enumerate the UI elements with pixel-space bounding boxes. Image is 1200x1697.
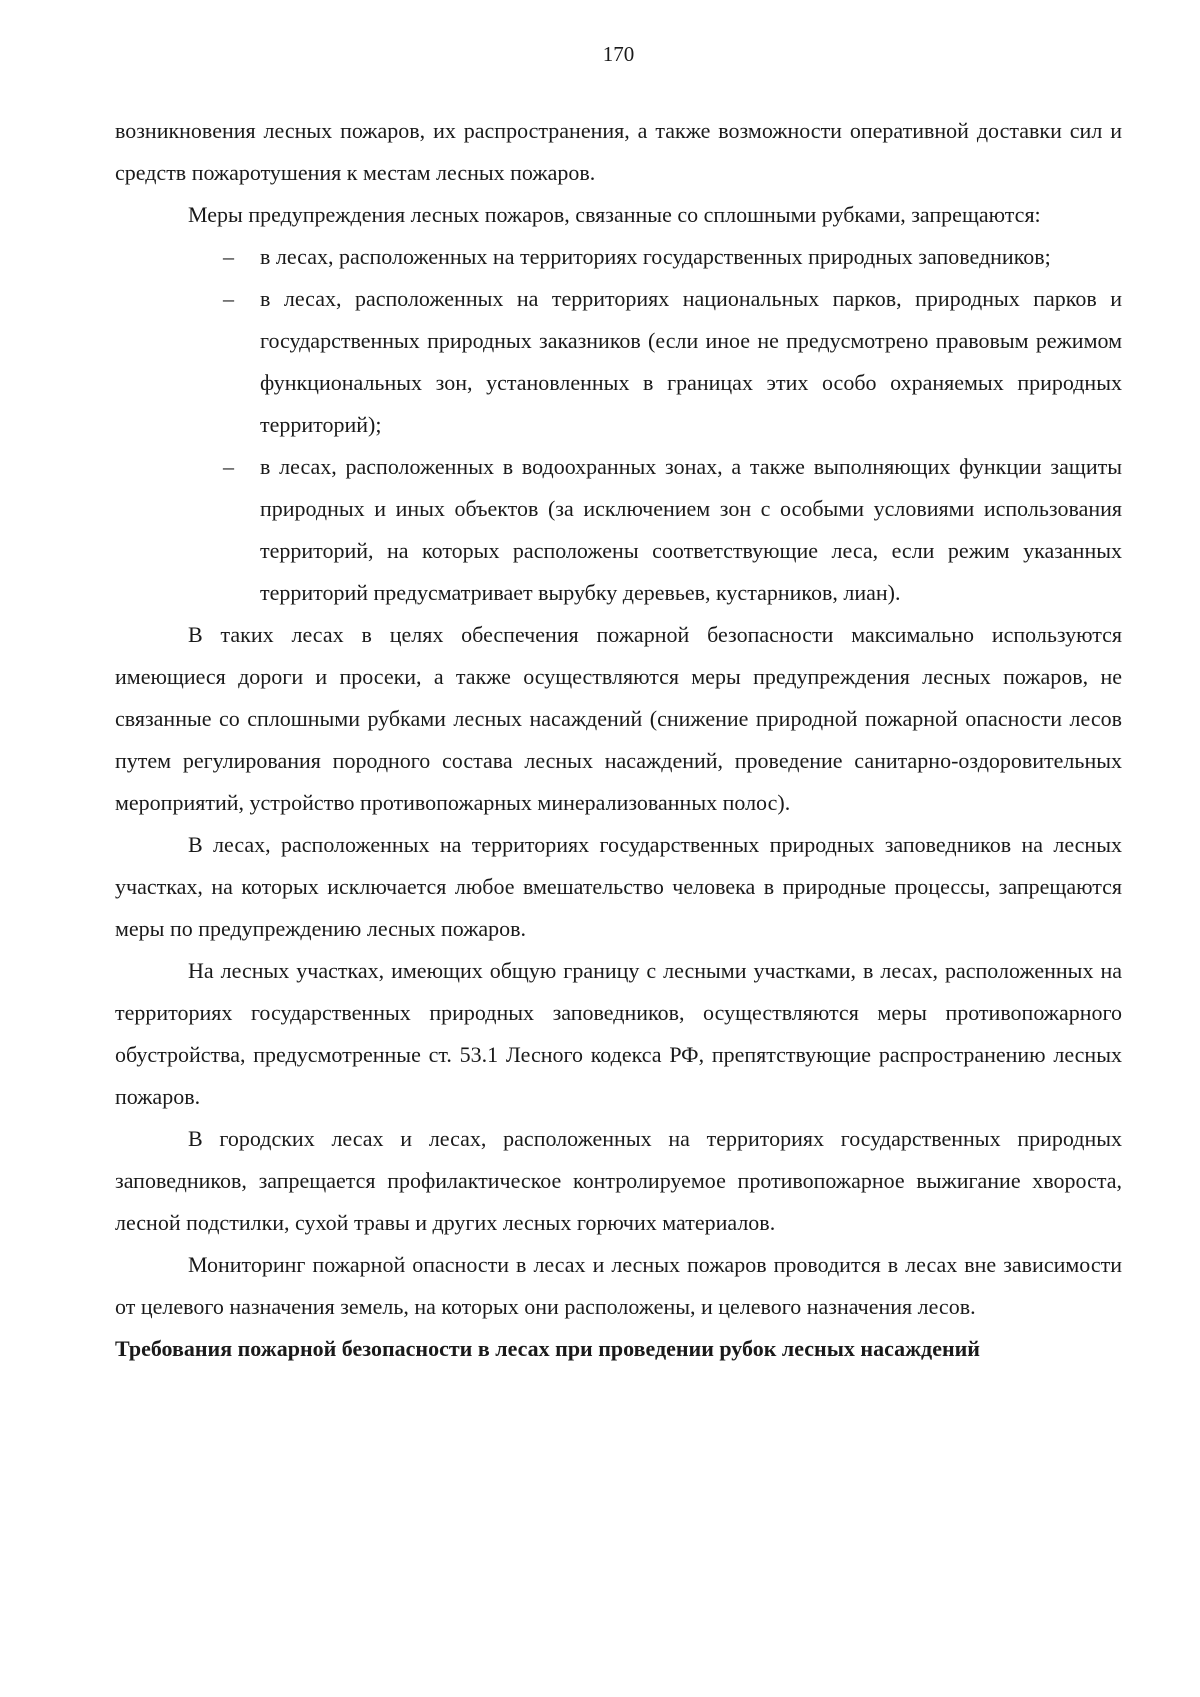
dash-bullet: – <box>223 244 234 269</box>
paragraph: На лесных участках, имеющих общую границу с лесными участками, в лесах, расположенных на территориях государственных природных заповедников, осуществляются меры противопожарного обустройства, предусмотренные ст. 53.1 Лесного кодекса РФ, препятствующие распространению лесных пожаров. <box>115 958 1122 1109</box>
dash-bullet: – <box>223 286 234 311</box>
paragraph: Меры предупреждения лесных пожаров, связанные со сплошными рубками, запрещаются: <box>188 202 1041 227</box>
list-item <box>223 446 1122 614</box>
paragraph: В таких лесах в целях обеспечения пожарной безопасности максимально используются имеющиеся дороги и просеки, а также осуществляются меры предупреждения лесных пожаров, не связанные со сплошными рубками лесных насаждений (снижение природной пожарной опасности лесов путем регулирования породного состава лесных насаждений, проведение санитарно-оздоровительных мероприятий, устройство противопожарных минерализованных полос). <box>115 622 1122 815</box>
list-item-text: в лесах, расположенных в водоохранных зонах, а также выполняющих функции защиты природных и иных объектов (за исключением зон с особыми условиями использования территорий, на которых расположены соответствующие леса, если режим указанных территорий предусматривает вырубку деревьев, кустарников, лиан). <box>260 454 1122 605</box>
list-item-text: в лесах, расположенных на территориях национальных парков, природных парков и государственных природных заказников (если иное не предусмотрено правовым режимом функциональных зон, установленных в границах этих особо охраняемых природных территорий); <box>260 286 1122 437</box>
paragraph: В лесах, расположенных на территориях государственных природных заповедников на лесных участках, на которых исключается любое вмешательство человека в природные процессы, запрещаются меры по предупреждению лесных пожаров. <box>115 832 1122 941</box>
dash-bullet: – <box>223 454 234 479</box>
paragraph: В городских лесах и лесах, расположенных на территориях государственных природных заповедников, запрещается профилактическое контролируемое противопожарное выжигание хвороста, лесной подстилки, сухой травы и других лесных горючих материалов. <box>115 1126 1122 1235</box>
document-body <box>115 110 1122 1370</box>
paragraph-continuation: возникновения лесных пожаров, их распространения, а также возможности оперативной доставки сил и средств пожаротушения к местам лесных пожаров. <box>115 118 1122 185</box>
list-item <box>223 236 1122 278</box>
document-page <box>115 0 1122 1697</box>
paragraph: Мониторинг пожарной опасности в лесах и лесных пожаров проводится в лесах вне зависимости от целевого назначения земель, на которых они расположены, и целевого назначения лесов. <box>115 1252 1122 1319</box>
section-heading: Требования пожарной безопасности в лесах при проведении рубок лесных насаждений <box>115 1336 980 1361</box>
list-item <box>223 278 1122 446</box>
prohibition-list <box>115 236 1122 614</box>
list-item-text: в лесах, расположенных на территориях государственных природных заповедников; <box>260 244 1051 269</box>
page-number: 170 <box>602 42 635 66</box>
